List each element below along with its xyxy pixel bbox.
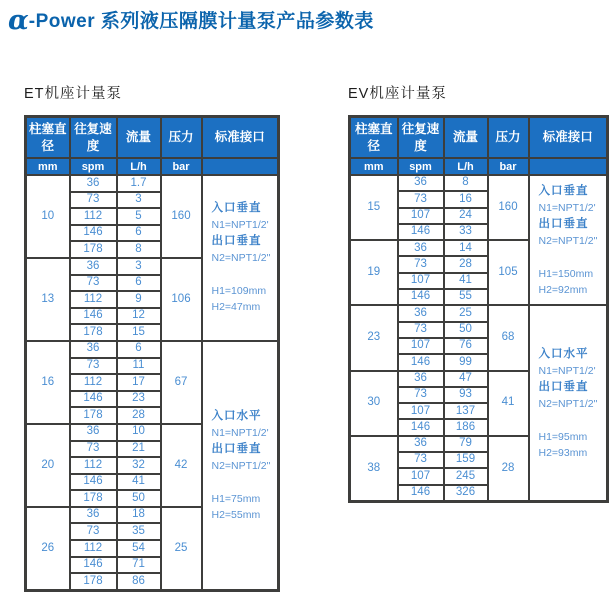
interface-line: 入口水平 [211,409,262,422]
col-header-stroke-speed: 往复速度 [70,117,117,159]
speed-cell: 146 [70,225,117,242]
flow-cell: 326 [444,485,488,502]
pressure-cell: 25 [161,507,202,590]
flow-cell: 15 [117,324,161,341]
unit-lh: L/h [117,158,161,175]
flow-cell: 47 [444,371,488,387]
interface-line: H1=109mm [211,285,267,298]
unit-bar: bar [488,158,529,175]
ev-units-row [350,158,608,175]
interface-line: N1=NPT1/2' [538,364,596,377]
flow-cell: 79 [444,436,488,452]
speed-cell: 146 [398,485,444,502]
speed-cell: 36 [398,436,444,452]
speed-cell: 73 [70,441,117,458]
flow-cell: 9 [117,291,161,308]
flow-cell: 6 [117,225,161,242]
speed-cell: 112 [70,374,117,391]
flow-cell: 55 [444,289,488,305]
interface-cell [529,175,608,305]
speed-cell: 36 [398,371,444,387]
speed-cell: 73 [70,192,117,209]
interface-line: 入口垂直 [211,202,262,215]
speed-cell: 146 [70,557,117,574]
flow-cell: 186 [444,419,488,435]
flow-cell: 33 [444,224,488,240]
speed-cell: 146 [398,224,444,240]
flow-cell: 99 [444,354,488,370]
interface-cell [529,305,608,501]
diameter-cell: 19 [350,240,398,305]
pressure-cell: 160 [488,175,529,240]
speed-cell: 178 [70,324,117,341]
interface-line: H2=93mm [538,446,588,459]
interface-line: N2=NPT1/2" [538,397,598,410]
ev-table-section [348,85,609,503]
ev-pump-table [348,115,609,503]
flow-cell: 93 [444,387,488,403]
ev-table-body [350,175,608,501]
pressure-cell: 68 [488,305,529,370]
speed-cell: 107 [398,273,444,289]
et-section-heading: ET机座计量泵 [24,86,123,102]
col-header-pressure: 压力 [161,117,202,159]
pressure-cell: 67 [161,341,202,424]
flow-cell: 41 [117,474,161,491]
pressure-cell: 160 [161,175,202,258]
diameter-cell: 30 [350,371,398,436]
speed-cell: 36 [70,507,117,524]
flow-cell: 3 [117,258,161,275]
speed-cell: 73 [398,191,444,207]
interface-line: H2=55mm [211,508,261,521]
interface-line [212,266,278,283]
speed-cell: 146 [398,289,444,305]
col-header-pressure: 压力 [488,117,529,159]
speed-cell: 112 [70,208,117,225]
interface-line: N2=NPT1/2" [538,234,598,247]
flow-cell: 28 [117,407,161,424]
speed-cell: 178 [70,490,117,507]
unit-lh: L/h [444,158,488,175]
speed-cell: 178 [70,573,117,590]
interface-line: H2=47mm [211,301,261,314]
ev-section-heading: EV机座计量泵 [348,86,447,102]
speed-cell: 73 [398,387,444,403]
interface-line: 出口垂直 [211,442,262,455]
unit-spm: spm [398,158,444,175]
flow-cell: 245 [444,468,488,484]
speed-cell: 112 [70,457,117,474]
flow-cell: 35 [117,523,161,540]
col-header-plunger-diameter: 柱塞直径 [350,117,398,159]
diameter-cell: 10 [26,175,70,258]
speed-cell: 36 [70,341,117,358]
speed-cell: 178 [70,407,117,424]
diameter-cell: 16 [26,341,70,424]
flow-cell: 8 [444,175,488,191]
interface-line: 出口垂直 [538,217,589,230]
flow-cell: 76 [444,338,488,354]
speed-cell: 36 [70,175,117,192]
flow-cell: 28 [444,256,488,272]
table-row [350,305,608,321]
unit-bar: bar [161,158,202,175]
interface-line: 入口垂直 [538,184,589,197]
flow-cell: 16 [444,191,488,207]
flow-cell: 10 [117,424,161,441]
speed-cell: 146 [70,308,117,325]
interface-line: N1=NPT1/2' [538,201,596,214]
diameter-cell: 23 [350,305,398,370]
table-row [350,175,608,191]
flow-cell: 24 [444,208,488,224]
interface-line [539,412,607,429]
unit-spm: spm [70,158,117,175]
unit-mm: mm [26,158,70,175]
speed-cell: 146 [70,474,117,491]
speed-cell: 36 [398,240,444,256]
flow-cell: 50 [117,490,161,507]
flow-cell: 32 [117,457,161,474]
col-header-stroke-speed: 往复速度 [398,117,444,159]
interface-line [212,474,278,491]
pressure-cell: 106 [161,258,202,341]
alpha-glyph: α [8,5,29,36]
diameter-cell: 38 [350,436,398,502]
flow-cell: 18 [117,507,161,524]
flow-cell: 5 [117,208,161,225]
interface-line: 出口垂直 [211,235,262,248]
diameter-cell: 15 [350,175,398,240]
speed-cell: 107 [398,468,444,484]
col-header-flow: 流量 [117,117,161,159]
flow-cell: 6 [117,341,161,358]
interface-line: N2=NPT1/2" [211,252,271,265]
flow-cell: 17 [117,374,161,391]
speed-cell: 36 [70,424,117,441]
page-title [8,6,374,37]
interface-line: 入口水平 [538,347,589,360]
flow-cell: 1.7 [117,175,161,192]
speed-cell: 112 [70,540,117,557]
ev-header-row [350,117,608,159]
flow-cell: 3 [117,192,161,209]
speed-cell: 73 [70,358,117,375]
interface-line: N2=NPT1/2" [211,459,271,472]
interface-line: 出口垂直 [538,380,589,393]
col-header-plunger-diameter: 柱塞直径 [26,117,70,159]
speed-cell: 73 [70,275,117,292]
table-row [26,175,279,192]
flow-cell: 86 [117,573,161,590]
interface-line: H2=92mm [538,283,588,296]
et-table-body [26,175,279,590]
unit-blank [202,158,279,175]
interface-line: N1=NPT1/2' [211,219,269,232]
col-header-standard-interface: 标准接口 [202,117,279,159]
flow-cell: 137 [444,403,488,419]
pressure-cell: 28 [488,436,529,502]
speed-cell: 107 [398,403,444,419]
interface-line [539,249,607,266]
speed-cell: 73 [398,256,444,272]
interface-line: H1=75mm [211,492,261,505]
flow-cell: 6 [117,275,161,292]
unit-blank [529,158,608,175]
speed-cell: 178 [70,241,117,258]
col-header-flow: 流量 [444,117,488,159]
page-title-text: -Power 系列液压隔膜计量泵产品参数表 [28,11,374,32]
speed-cell: 146 [398,419,444,435]
speed-cell: 36 [398,175,444,191]
flow-cell: 159 [444,452,488,468]
pressure-cell: 42 [161,424,202,507]
table-row [26,341,279,358]
flow-cell: 14 [444,240,488,256]
et-table-section [24,85,280,592]
speed-cell: 73 [70,523,117,540]
speed-cell: 73 [398,452,444,468]
et-header-row [26,117,279,159]
interface-line: H1=150mm [538,267,594,280]
flow-cell: 25 [444,305,488,321]
flow-cell: 54 [117,540,161,557]
speed-cell: 107 [398,338,444,354]
flow-cell: 23 [117,391,161,408]
flow-cell: 11 [117,358,161,375]
speed-cell: 146 [398,354,444,370]
diameter-cell: 13 [26,258,70,341]
diameter-cell: 26 [26,507,70,590]
interface-cell [202,341,279,590]
flow-cell: 12 [117,308,161,325]
flow-cell: 41 [444,273,488,289]
interface-line: H1=95mm [538,430,588,443]
et-pump-table [24,115,280,592]
col-header-standard-interface: 标准接口 [529,117,608,159]
speed-cell: 107 [398,208,444,224]
flow-cell: 71 [117,557,161,574]
flow-cell: 21 [117,441,161,458]
flow-cell: 8 [117,241,161,258]
flow-cell: 50 [444,322,488,338]
pressure-cell: 105 [488,240,529,305]
speed-cell: 36 [70,258,117,275]
unit-mm: mm [350,158,398,175]
speed-cell: 36 [398,305,444,321]
interface-cell [202,175,279,341]
diameter-cell: 20 [26,424,70,507]
speed-cell: 112 [70,291,117,308]
et-units-row [26,158,279,175]
speed-cell: 146 [70,391,117,408]
speed-cell: 73 [398,322,444,338]
interface-line: N1=NPT1/2' [211,426,269,439]
pressure-cell: 41 [488,371,529,436]
